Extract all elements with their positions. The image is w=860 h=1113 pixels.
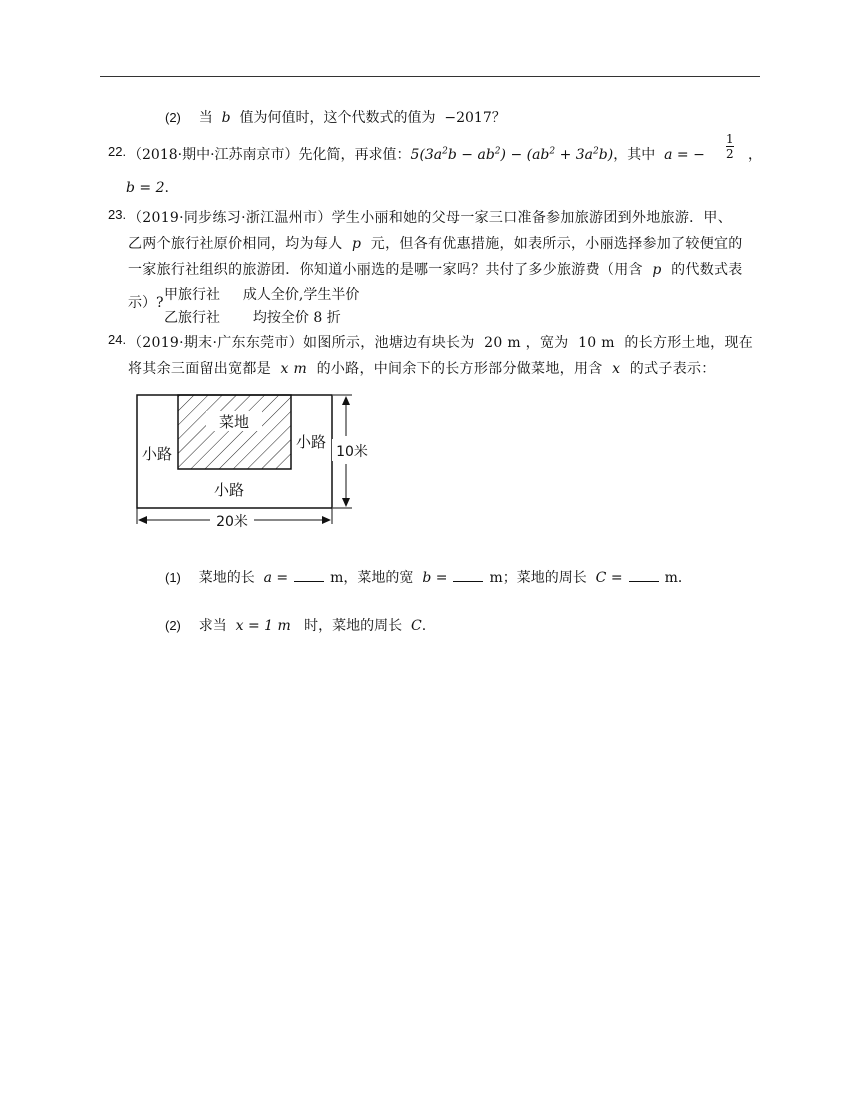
table-cell-offer: 均按全价 8 折 <box>252 310 341 326</box>
math-value: −2017 <box>444 110 492 126</box>
answer-blank-a[interactable] <box>294 569 324 582</box>
height-label: 10米 <box>336 444 368 460</box>
answer-blank-b[interactable] <box>453 569 483 582</box>
q23-table-row <box>164 307 341 327</box>
garden-figure <box>130 388 370 530</box>
table-cell-agency: 乙旅行社 <box>164 310 220 326</box>
table-cell-agency: 甲旅行社 <box>164 287 220 303</box>
answer-blank-c[interactable] <box>629 569 659 582</box>
q24-line1: （2019·期末·广东东莞市）如图所示，池塘边有块长为 20 m ，宽为 10 m 的长方形土地，现在 <box>128 335 754 351</box>
text: 当 <box>198 110 213 126</box>
math-var: b <box>221 110 231 126</box>
path-right-label: 小路 <box>295 433 327 451</box>
q22-line2: b = 2. <box>126 180 169 196</box>
q24-part1: (1) 菜地的长 a = m，菜地的宽 b = m；菜地的周长 C = m． <box>165 570 692 586</box>
table-cell-offer: 成人全价,学生半价 <box>242 287 360 303</box>
q24-part2: (2) 求当 x = 1 m 时，菜地的周长 C. <box>165 618 427 634</box>
q22-b-eq: b = 2 <box>126 180 165 196</box>
garden-label: 菜地 <box>218 413 250 431</box>
q23-line3: 一家旅行社组织的旅游团．你知道小丽选的是哪一家吗？共付了多少旅游费（用含 p 的代数式表 <box>128 262 743 278</box>
q22-fraction: $\frac{1}{2}$ <box>726 132 734 161</box>
header-rule <box>100 76 760 77</box>
q22-source: （2018·期中·江苏南京市）先化简，再求值： <box>128 147 411 163</box>
part-number: (1) <box>165 570 181 585</box>
q22-expression: $5(3a^2b - ab^2) - (ab^2 + 3a^2b)$ <box>410 146 614 163</box>
path-left-label: 小路 <box>141 445 173 463</box>
q21-part2 <box>165 107 506 127</box>
q22-a-eq: a = − <box>664 147 705 163</box>
q22-line1: （2018·期中·江苏南京市）先化简，再求值：$5(3a^2b - ab^2) - (ab^2 + 3a^2b)$，其中 a = − <box>128 146 705 163</box>
q23-line1: （2019·同步练习·浙江温州市）学生小丽和她的父母一家三口准备参加旅游团到外地旅游．甲、 <box>128 210 733 226</box>
part-number: (2) <box>165 618 181 633</box>
q22-number: 22. <box>108 144 127 159</box>
text: 值为何值时，这个代数式的值为 <box>239 110 436 126</box>
part-number: (2) <box>165 110 181 125</box>
q22-comma: ， <box>748 147 762 163</box>
q23-line2: 乙两个旅行社原价相同，均为每人 p 元，但各有优惠措施，如表所示，小丽选择参加了较便宜的 <box>128 236 743 252</box>
q23-number: 23. <box>108 207 127 222</box>
width-label: 20米 <box>216 514 248 530</box>
q23-table-row <box>164 284 359 304</box>
q24-number: 24. <box>108 332 127 347</box>
path-bottom-label: 小路 <box>213 481 245 499</box>
q23-line4: 示）? <box>128 295 164 311</box>
text: ？ <box>491 110 506 126</box>
garden-rect <box>178 395 291 469</box>
q24-line2: 将其余三面留出宽都是 x m 的小路，中间余下的长方形部分做菜地，用含 x 的式子表示： <box>128 361 716 377</box>
